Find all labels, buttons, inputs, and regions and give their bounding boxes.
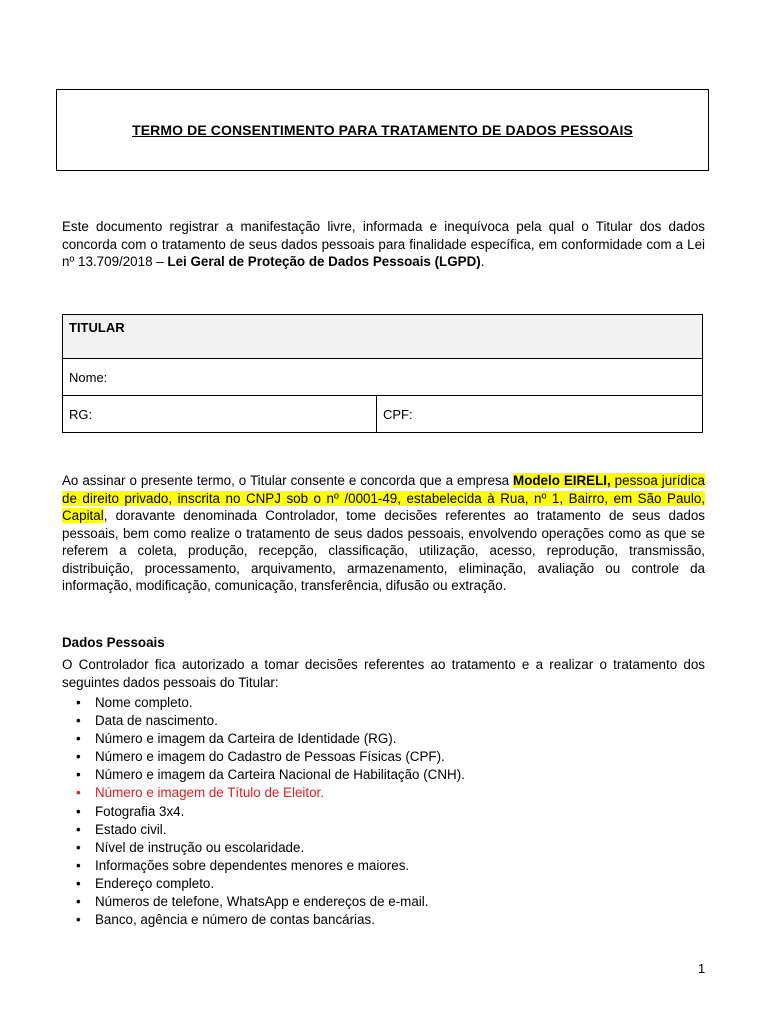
page-number: 1 — [698, 961, 706, 976]
intro-end: . — [480, 254, 485, 269]
consent-part2: , doravante denominada Controlador, tome decisões referentes ao tratamento de seus dados pessoais, bem como realize o tratamento de seus dados pessoais, envolvendo operações como as que se referem a coleta, produção, recepção, classificação, utilização, acesso, reprodução, transmissão, distribuição, processamento, arquivamento, armazenamento, eliminação, avaliação ou controle da informação, modificação, comunicação, transferência, difusão ou extração. — [62, 508, 705, 593]
dados-pessoais-title: Dados Pessoais — [62, 635, 165, 650]
company-name: Modelo EIRELI, — [513, 473, 611, 488]
cpf-field: CPF: — [377, 396, 703, 433]
list-item: • Estado civil. — [62, 821, 465, 839]
list-item: • Números de telefone, WhatsApp e endereços de e-mail. — [62, 893, 465, 911]
list-item: • Número e imagem da Carteira Nacional de Habilitação (CNH). — [62, 766, 465, 784]
dados-pessoais-list — [62, 694, 465, 929]
titular-header: TITULAR — [63, 315, 703, 359]
list-item: • Número e imagem do Cadastro de Pessoas Físicas (CPF). — [62, 748, 465, 766]
list-item: • Banco, agência e número de contas bancárias. — [62, 911, 465, 929]
document-title-box — [56, 89, 709, 171]
intro-paragraph — [62, 218, 705, 271]
list-item: • Endereço completo. — [62, 875, 465, 893]
consent-paragraph — [62, 472, 705, 595]
list-item: • Informações sobre dependentes menores e maiores. — [62, 857, 465, 875]
dados-pessoais-intro: O Controlador fica autorizado a tomar decisões referentes ao tratamento e a realizar o tratamento dos seguintes dados pessoais do Titular: — [62, 657, 705, 690]
company-details: pessoa jurídica de direito privado, inscrita no CNPJ sob o nº /0001-49, estabelecida à Rua, nº 1, Bairro, em São Paulo, Capital — [62, 473, 705, 523]
list-item: • Data de nascimento. — [62, 712, 465, 730]
list-item-highlighted: • Número e imagem de Título de Eleitor. — [62, 784, 465, 802]
nome-field: Nome: — [63, 359, 703, 396]
consent-part1: Ao assinar o presente termo, o Titular consente e concorda que a empresa — [62, 473, 514, 488]
intro-law-name: Lei Geral de Proteção de Dados Pessoais (LGPD) — [167, 254, 481, 269]
intro-text: Este documento registrar a manifestação livre, informada e inequívoca pela qual o Titular dos dados concorda com o tratamento de seus dados pessoais para finalidade específica, em conformidade com a Lei nº 13.709/2018 – — [62, 219, 705, 269]
list-item: • Número e imagem da Carteira de Identidade (RG). — [62, 730, 465, 748]
document-title: TERMO DE CONSENTIMENTO PARA TRATAMENTO DE DADOS PESSOAIS — [132, 122, 633, 138]
list-item: • Nome completo. — [62, 694, 465, 712]
list-item: • Nível de instrução ou escolaridade. — [62, 839, 465, 857]
titular-table — [62, 314, 703, 433]
list-item: • Fotografia 3x4. — [62, 803, 465, 821]
rg-field: RG: — [63, 396, 377, 433]
